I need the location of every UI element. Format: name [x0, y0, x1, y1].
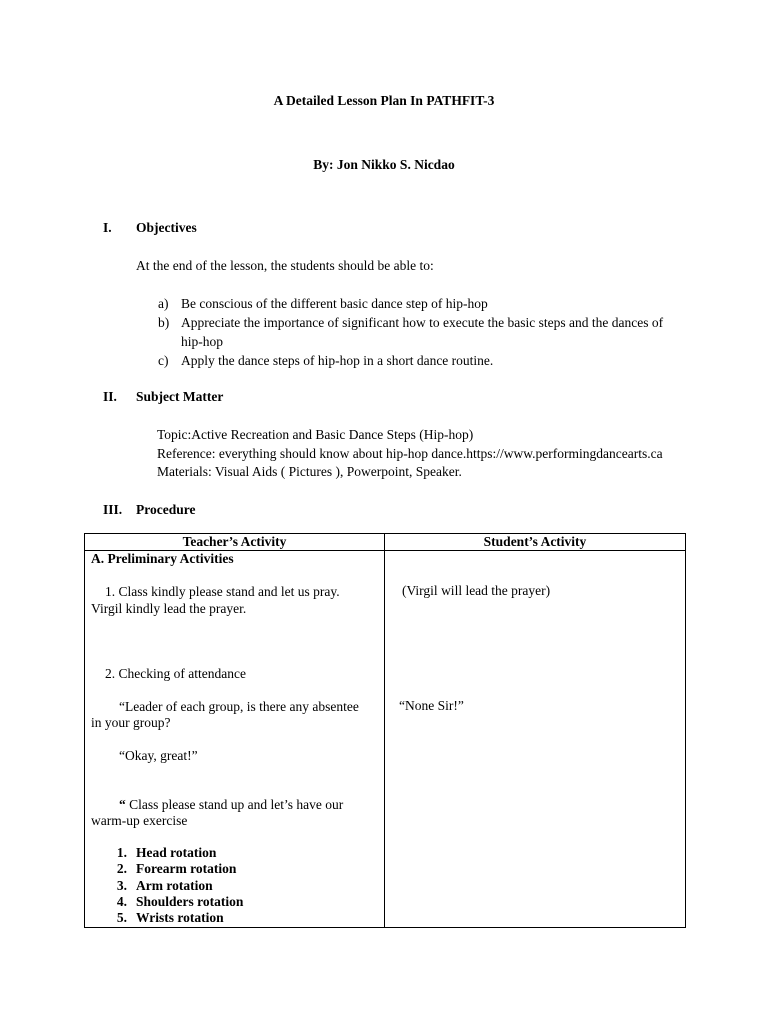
exercise-label: Wrists rotation	[136, 910, 224, 926]
subject-matter-details	[157, 426, 737, 482]
subject-matter-heading: Subject Matter	[136, 389, 224, 404]
table-row	[85, 551, 686, 928]
student-absentee-response: “None Sir!”	[399, 698, 464, 713]
preliminary-activities-heading: A. Preliminary Activities	[91, 551, 234, 566]
reference-line: Reference: everything should know about hip-hop dance.https://www.performingdancearts.ca	[157, 445, 663, 461]
list-item	[158, 294, 688, 313]
list-item	[113, 845, 243, 861]
exercise-label: Head rotation	[136, 845, 217, 860]
attendance-item: 2. Checking of attendance	[105, 666, 246, 681]
okay-remark: “Okay, great!”	[119, 748, 198, 763]
objectives-section-number: I.	[103, 220, 112, 235]
list-item	[113, 910, 243, 926]
list-marker: b)	[158, 315, 170, 330]
warmup-instruction-text: Class please stand up and let’s have our	[125, 797, 344, 812]
author-byline: By: Jon Nikko S. Nicdao	[313, 157, 455, 172]
warmup-quote-mark: “	[119, 797, 126, 812]
student-activity-cell	[385, 551, 686, 928]
topic-line: Topic:Active Recreation and Basic Dance Steps (Hip-hop)	[157, 427, 474, 442]
list-item	[158, 351, 688, 370]
list-number: 5.	[116, 910, 127, 926]
warmup-exercise-list	[113, 845, 243, 926]
student-activity-header: Student’s Activity	[385, 534, 686, 551]
objective-text: Apply the dance steps of hip-hop in a short dance routine.	[181, 353, 494, 368]
procedure-section-number: III.	[103, 502, 123, 517]
exercise-label: Forearm rotation	[136, 861, 237, 877]
warmup-instruction-cont: warm-up exercise	[91, 813, 188, 828]
objective-text: Appreciate the importance of significant how to execute the basic steps and the dances of hip-hop	[181, 315, 664, 349]
list-number: 4.	[116, 893, 127, 909]
student-prayer-response: (Virgil will lead the prayer)	[402, 583, 551, 598]
absentee-question-cont: in your group?	[91, 715, 171, 730]
list-number: 1.	[116, 845, 127, 860]
objectives-list	[158, 294, 688, 370]
absentee-question: “Leader of each group, is there any absentee	[119, 699, 359, 714]
list-item	[113, 878, 243, 894]
list-number: 3.	[116, 877, 127, 893]
objective-text: Be conscious of the different basic dance step of hip-hop	[181, 296, 488, 311]
teacher-activity-cell	[85, 551, 385, 928]
procedure-table	[84, 533, 686, 928]
document-title: A Detailed Lesson Plan In PATHFIT-3	[273, 93, 495, 108]
materials-line: Materials: Visual Aids ( Pictures ), Powerpoint, Speaker.	[157, 464, 462, 479]
exercise-label: Shoulders rotation	[136, 893, 244, 909]
table-header-row	[85, 534, 686, 551]
warmup-instruction	[119, 797, 343, 813]
subject-matter-section-number: II.	[103, 389, 117, 404]
list-marker: a)	[158, 296, 169, 311]
teacher-activity-header: Teacher’s Activity	[85, 534, 385, 551]
exercise-label: Arm rotation	[136, 877, 213, 893]
prayer-instruction: 1. Class kindly please stand and let us pray.	[105, 584, 340, 599]
list-item	[113, 894, 243, 910]
objectives-heading: Objectives	[136, 220, 197, 235]
list-item	[158, 313, 688, 351]
list-marker: c)	[158, 353, 169, 368]
objectives-intro: At the end of the lesson, the students should be able to:	[136, 258, 434, 273]
procedure-heading: Procedure	[136, 502, 196, 517]
prayer-instruction-cont: Virgil kindly lead the prayer.	[91, 601, 247, 616]
list-item	[113, 861, 243, 877]
list-number: 2.	[116, 861, 127, 877]
